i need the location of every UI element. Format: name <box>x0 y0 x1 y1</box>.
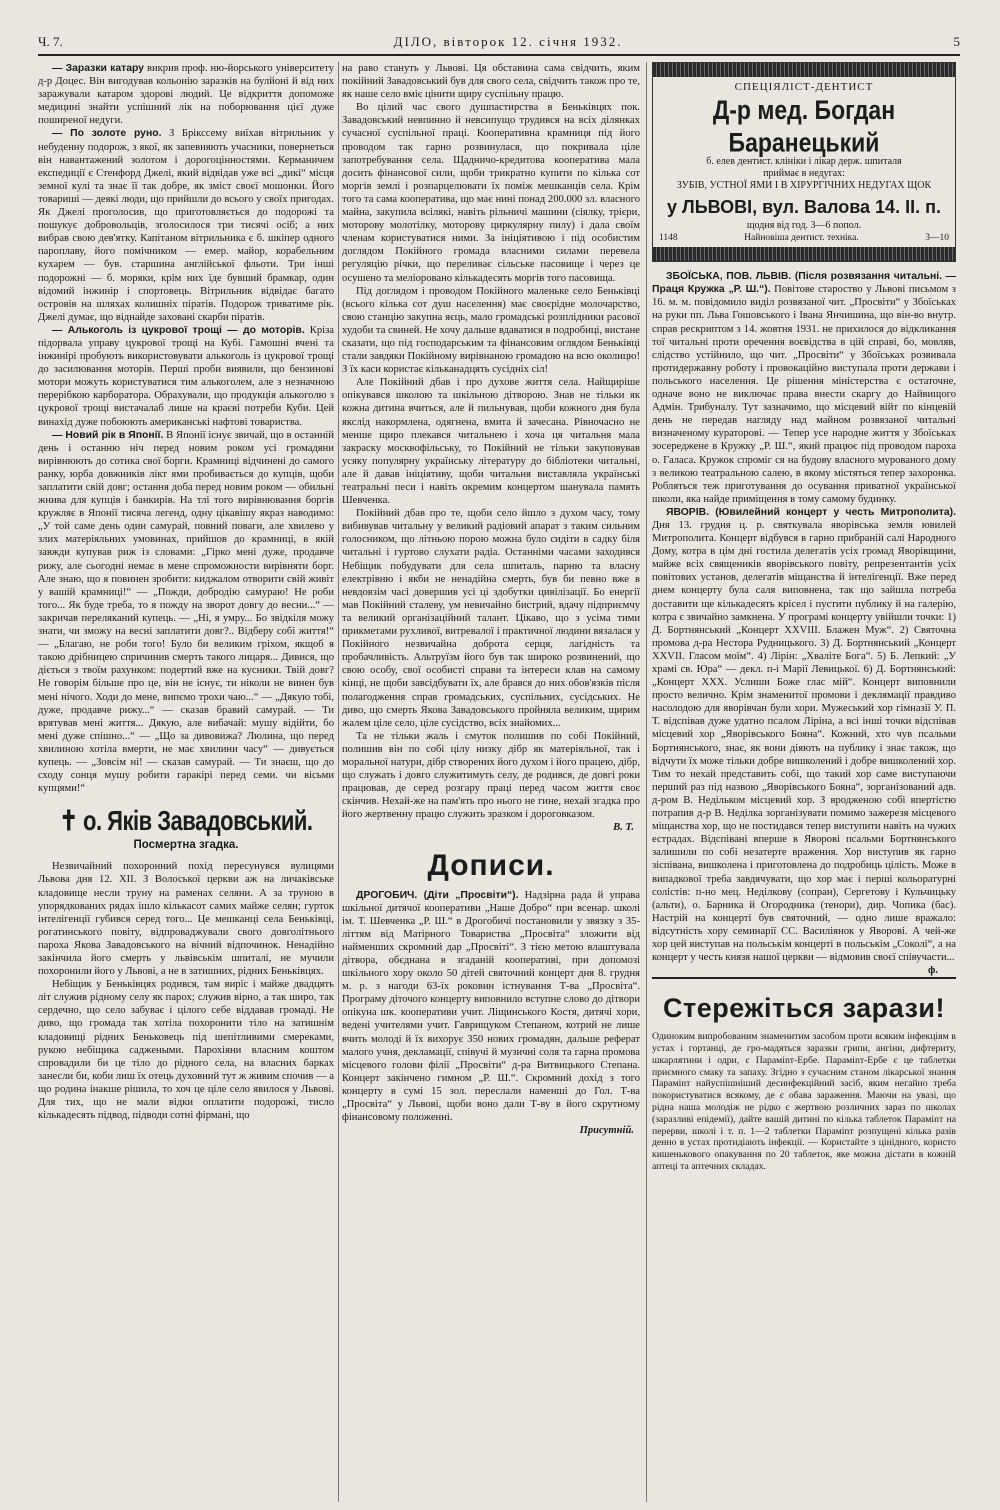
obituary-paragraph: Але Покійний дбав і про духове життя села. Найщиріше опікувався школою та шкільною дітворою. Знав не тільки як кожна дитина вчиться, але й пильнував, щоби кожного дня була якслід накормлена, одягнена, вмита й зачесана. Рівночасно не менше щиро плекався читальнею і хоча ця читальня мала закраску москвофільську, то Покійний не тільки закуповував усяку популярну українську літературу до бібліотеки читальні, але й давав ініціятиву, щоби читальня виставляла українські театральні песи і навіть окремим концертом шанувала память Шевченка. <box>342 377 640 507</box>
obituary-title: ✝ о. Яків Завадовський. <box>59 805 313 837</box>
obituary-paragraph: Покійний дбав про те, щоби село йшло з духом часу, тому вибивував читальну у великий радіовий апарат з таким сильним голосником, що літньою порою можна було сидіти в садку біля читальні і гуртово слухати радіа. Останніми часами заходився Небіщик побудувати для села шпиталь, парню та власну електрівню і якби не ненадійна смерть, був би певно вже в невдовзім часі довершив усі ці здобутки цивілізації. Бо енергії мав Покійний сталеву, ум невичайно бистрий, вдачу підприємчу та великий організаційний талант. Цікаво, що з усіма тими прикметами рухливої, витревалої і практичної людини вязалася у Покійного незвичайна доброта серця, лагідність та пробачливість. Альтруїзм його був так широко розвинений, що свою особу, свої особисті справи та інтереси клав на самому кінці, не щоби завсідбувати їх, але брався до них обов'язків після полагодження справ громадських, суспільних, сусідських. Не диво, що смерть Якова Завадовського пройняла великим, щирим жалем ціле село, ціле сусідство, всіх знайомих... <box>342 508 640 729</box>
ad-address: у ЛЬВОВІ, вул. Валова 14. II. п. <box>667 197 941 218</box>
obituary-paragraph: Небіщик у Беньківцях родився, там виріс і майже двадцять літ служив рідному селу як пароx; служив вірно, а так широ, так сердечно, що село забуває і цілого себе віддавав громаді. Не диво, що громада так хотіла похоронити тіло на затишнім кладовищі рідних Беньковець під шепітливими смереками, рукою небіщика саджеными. Парохіяни власним коштом спровадили би це тіло до рідного села, на власних барках занесли би, коби лиш їх отець духовний тут ж живим спочив — а що родина інакше рішила, то хоч це ціле село явилося у Львові. Для тих, що не мали відки оплатити подорожі, тисло кількадесять підвод, підводи сотні фірмані, що <box>38 979 334 1122</box>
correspondence-item: ЯВОРІВ. (Ювилейний концерт у честь Митрополита). Дня 13. грудня ц. р. святкувала яворівська земля ювилей Митрополита. Концерт відбувся в гарно прибраній салі Народного Дому, котра в цім дні гостила делегатів усіх громад Яворівщини, майже всіх священиків яворівського повіту, репрезентантів усіх повітових установ, делегатів міщанства й інтелігенції. Вже перед днем концерту була саля виповнена, так що зайшла потреба доставити ще кількадесять крісел і пустити публику й на галерію, котра є звичайно замкнена. У програмі концерту увійшли точки: 1) Д. Бортнянський „Концерт XXVIII. Блажен Муж“. 2) Святочна промова д-ра Нестора Рудницького. 3) Д. Бортнянський „Концерт XXVII. Гласом моїм“. 4) Лірін: „Хваліте Бога“. 5) Б. Лепкий: „У храмі св. Юра“ — декл. п-і Марії Левицької. 6) Д. Бортнянський: „Концерт XXX. Услиши Боже глас мій“. Концерт виповнили просто велично. Крім знаменитої промови і деклямації правдиво насолодою для яворівчан були хори. Мужеський хор гімназії У. П. Т. відспівав дуже удатно псалом Лірінa, а всі інші точки відспівав місцевий хор „Яворівського Бояна“. Кожний, хто чув псальми Бортнянського, знає, як вони діяють на публику і знає також, що відчути їх може тільки добре вишколений і добре вишколений хор. Тим то нехай представить собі, що такий хор саме виступаючи перший раз під назвою „Яворівського Бояна“, зорганізований адв. д-ром В. Недільком місцевий хор. З вродженою собі впертістю потрапив д-р В. Неділка зорганізувати помимо зажерезя місцевого міщанства хор, що не постидався тепер виступити навіть на чужих естрадах. Відспівані вперше в Яворові псальми Бортнянського залишили по собі незатерте враження. Хор виступив як гарно зіспівана, вишколена і приготовлена до подробиць цілість. Може в випадкової треба завдячувати, що хор має і перші кольоратурні солістів: п-но мец. Неділкову (сопран), Сергетову і Кульчицьку (альти), о. Барника й Огородника (тенори), дир. Чопика (бас). Настрій на концерті був святочний, — одно лише вражало: відсутність хору семинарії СС. Василіянок у Яворові. А чей-же хор цей виступав на польськім концерті в польськім „Соколі“, а на концерт у честь князя нашої церкви — відмовив своєї співучасти... <box>652 506 956 964</box>
ad-line: ЗУБІВ, УСТНОЇ ЯМИ І В ХІРУРГІЧНИХ НЕДУГАХ ЩОК <box>676 180 932 192</box>
ad-doctor-name: Д-р мед. Богдан Баранецький <box>712 95 896 158</box>
ad-body: Одиноким випробованим знаменитим засобом проти всяким інфекціям в устах і гортанці, де гро-мадяться заразки грипи, ангіни, дифтериту, шкарлятини і одри, є Параміnт-Ербе. Параміnт-Ербе є це таблетки приємного смаку та запаху. Згідно з сучасним станом лікарської знання Параміnт найуспішніший десинфекційний засіб, яким негайно треба покористуватися всякому, де є обава зараження. Маючи на увазі, що рідна наша молодіж не рідко є жертвою розличних зараз по школах (заразливі епідемії), дайте вашій дитині по кілька таблеток Параміnт на перерви, школі і т. п. 1—2 таблетки Параміnт розпущені кілька разів денно в устах протидіають інфекції. — Користайте з цінідного, користо кишенькового опакування по 20 таблеток, яке можна дістати в кожній аптеці та аптечних складах. <box>652 1031 956 1173</box>
column-divider <box>646 62 647 1502</box>
correspondence-item: ЗБОЇСЬКА, ПОВ. ЛЬВІВ. (Після розвязання читальні. — Праця Кружка „Р. Ш.“). Повітове староство у Львові письмом з 16. м. м. повідомило виділ розвязаної чит. „Просвіти“ у Збоїськах на руки пп. Льва Гошовського і Івана Янчишина, що він-во внутр. справ рескриптом з 14. жовтня 1931. не прихилося до відкликання тої читальні проти оречення воєвідства в цій справі, бо, мовляв, слідство устійнило, що чит. „Просвіти“ у Збоїськах розвивала протидержавну роботу і провокаційно виступала проти держави і польського населення. Це рішення міністерства є остаточне, одначе воно не виключає права внести скаргу до Найвищого Адмін. Трибуналу. Тут зазначимо, що місцевий війт по кінцевій день не передав нагляду над майном розвязаної читальні визначеному кураторові. — Тепер усе народне життя у Збоїськах зосереджене в Кружку „Р. Ш.“, який працює під проводом пароха о. Галаса. Кружок спроміг ся на будову власного мурованого дому з великою театральною салею, в якому містяться тепер захоронка. Робляться теж приготування до осування приватної української школи, яка найде приміщення в тому самому будинку. <box>652 271 956 505</box>
ad-line: б. елев дентист. клініки і лікар держ. шпиталя <box>706 156 902 168</box>
obituary-paragraph: Во цілий час свого душпастирства в Беньківцях пок. Завадовський невпинно й невсипущо трудився на всіх ділянках сучасної суспільної праці. Кооперативна крамниця під його проводом так гарно розвинулася, що покривала ціле запотребування села. Щадничо-кредитова кооператива мала досить фінансової сили, щоби трикратно купити по кілька сот моргів землі і розпарцелювати їх поміж мешканців села. Крім того та сама кооператива, що має нині понад 200.000 зл. власного майна, закупила вcілякі, навіть рільничі машини (сіялку, трієри, моторову молотілку, моторову циркулярну пилу) і дала своїм членам користуватися ними. За ініціятивою і під особистим доглядом Покійного громада власними силами перевела регуляцію річки, що переливає сільське пасовище і через це осушено та мeлiоровано кількадесять моргів того пасовища. <box>342 102 640 284</box>
page-header <box>38 30 960 56</box>
paramint-advertisement <box>652 977 956 1173</box>
correspondence-item: ДРОГОБИЧ. (Діти „Просвіти“). Надзірна рада й управа шкільної дитячої кооперативи „Наше Добро“ при всенар. школі ім. Т. Шевченка „Р. Ш.“ в Дрогобичі постановили у звязку з 35-літтям від Матірного Товариства „Просвіта“ зложити від найменших скромний дар „Просвіті“. З тією метою влаштувала дітвора, обєднана в згаданій кооперативі, при допомозі шкільного хору около 50 дітей святочний концерт дня 8. грудня м. р. з нагоди 63-їх роковин істнування Т-ва „Просвіта“. Програму діточого концерту виповнило вступне слово до дітвори опікуна шк. кооперативи учит. Ліщинського Костя, дитячі хори, ведені учителями учит. Гаврищуком Степаном, котрий не лише вчить молоді й їх вихорує 350 нових громадян, дальше реферат малого учня, декламації, співучі й музичні соля та гарна промова місцевого голови філії „Просвіти“ д-ра Витвицького Степана. Концерт закінчено гимном „Р. Ш.“. Скромний дохід з того концерту в сумі 15 зол. переслали наменші до Гол. Т-ва „Просвіта“ у Львові, щоби воно дали Т-ву в його скрутному фінансовому положенні. <box>342 889 640 1124</box>
ad-stripe <box>653 63 955 77</box>
news-item: — Заразки катару викрив проф. ню-йорського університету д-р Доцес. Він вигодував кольонію заразків на булйоні й від них заражували катаром здорові людий. Це відкриття допоможе медицині знайти успішний лік на поборювання цієї дуже поширеної недуги. <box>38 63 334 127</box>
column-divider <box>338 62 339 1502</box>
ad-line: приймає в недугах: <box>763 168 845 180</box>
obituary-signature: В. Т. <box>613 822 634 834</box>
correspondence-signature: Присутній. <box>579 1125 634 1137</box>
column-3 <box>652 62 956 1173</box>
column-2 <box>342 62 640 1137</box>
news-item: — Новий рік в Японії. В Японії існує звичай, що в останній день і останню ніч перед новим роком усі громадяни вирівнюють до сотика свої борги. Крамниці відчинені до самого ранку, юрба довжників лікт ями пробивається до купців, щоби заплатити свій довг; остання доба перед новим роком — обильні жнива для купців і банкирів. На тлі того вирівнювання боргів кружляє в Японії тисяча легенд, одну цікавішу якраз наводимо: „У той саме день один самурай, повний поваги, але хвилево у злих матеріяльних умовинах, прийшов до крамниці, в якій завжди купував риж із словами: „Гірко мені дуже, продавче рижу, але сьогодні немає в мене спроможности вирівняти борг. Але знаю, що я повинен зробити: киджалом отворити свій живіт у вашій крамниці!“ — „Пожди, добродію самураю! Не роби того... Як буде треба, то я пожду на зворот довгу до весни...“ — закричав переляканий купець. — „Ні, я умру... Бо звідкіля можу знати, чи зможу на весні заплатити довг?.. Відберу собі життя!“ — „Благаю, не роби того! Було би великим гріхом, якщоб я такою дрібницею спричинив смерть такого лицаря... Дивися, що діється з твоїм рахунком: подертий вже на кусники. Твій довг? Не говорім більше про це, він не існує, ти ніколи не винен був мені нічого. Ходи до мене, випємо трохи чаю...“ — „Дякую тобі, дуже, продавче рижу...“ — сказав бравий самурай. — Ти врятував мені життя... Дякую, але вибачай: мушу відійти, бо мені дуже спішно...“ — „Що за дивовижа? Люлина, що перед хвилиною хотіла вмерти, не має хвилини часу“ — дивується купець. — „Зовсім ні! — сказав самурай. — Ти знаєш, що до сходу сонця мушу робити гаракірі перед семи. чи вісьми купцями!“ <box>38 429 334 795</box>
obituary-paragraph: Та не тільки жаль і смуток полишив по собі Покійний, полишив він по собі цілу низку дібр як матеріяльної, так і моральної натури, дібр створених його духом і його працею, дібр, що служать і довго служитимуть селу, де родився, де довгі роки працював, де серед розгару праці перед часом життя своє скінчив. Нехай-же на пам'ять про нього не гине, нехай згадка про його жертвенну працю служить зразком і дороговказом. <box>342 730 640 821</box>
section-title-dopysy: Дописи. <box>427 848 555 882</box>
ad-footer: 1148 Найновіша дентист. техніка. 3—10 <box>659 233 949 244</box>
ad-specialty: СПЕЦІЯЛІСТ-ДЕНТИСТ <box>734 81 874 93</box>
ad-stripe <box>653 247 955 261</box>
obituary-paragraph: Під доглядом і проводом Покійного маленьке село Беньківці (всього кілька сот душ населення) має своєрідне молочарство, свою станцію закупна яєць, мало громадські розплідники расової худоби та свиней. Не хочу дальше вдаватися в подробиці, вистане сказати, що під господарським та фінансовим оглядом Беньківці стали завдяки Покійному вирівнаною громадою на всю околицю! З їх каси користає кільканадцять сусідніх сіл! <box>342 285 640 376</box>
issue-number: Ч. 7. <box>38 34 63 49</box>
page-number: 5 <box>953 34 960 49</box>
news-item: — Алькоголь із цукрової трощі — до моторів. Кріза підорвала управу цукрової трощі на Кубі. Гамошні вчені та інжинірі пробують використовувати алькоголь із цукрової трощі до засилювання моторів. Перші проби виявили, що бензиновi мотори можуть користуватися тим алькоголем, але з незначною перерібкою карборатора. Обрахували, що продукція алькоголю з цукрової трощі вистачалаб лише на краєві потреби Куби. Цей винахід дуже побоюють американські нафтові товариства. <box>38 324 335 428</box>
masthead-date: ДІЛО, вівторок 12. січня 1932. <box>393 34 623 49</box>
ad-hours: щодня від год. 3—6 попол. <box>746 220 862 232</box>
obituary-paragraph: на раво стануть у Львові. Ця обставина сама свідчить, яким покійний Завадовський був для свого села, свідчить також про те, як наше село вміє цінити щиру суспільну працю. <box>342 63 640 101</box>
news-item: — По золоте руно. З Брікссему виїхав вітрильник у небуденну подорож, з якої, як запевняють учасники, повернеться він навантажений золотом і дорогоцінностями. Керманичем експедиції є Стенфорд Джелі, який відвідав уже всі „дикі“ місця земної кулі та знає її так добре, як зміст своєї мошонки. Його товариші — деякі люди, що прийшли до всього у своїх пригодах. Як Джелі проголосив, що приготовляється до подорожі та пошукує добровольців, зголосилося три тисячі осіб; а них вибрав свою дев'ятку. Капітаном вітрильника є б. шкіпер одного пароплаву, його помічником — емер. майор, корабельним кухарем — був. старшина англійської фльоти. Три інші подорожні — б. моряки, крім них їде бувший брамкар, один відомий інжинір і спортовець. Вітрильник відвідає багато островів на шляхах колишніх піратів. Подорож триватиме рік. Джелі думає, що віднайде заховані скарби піратів. <box>38 128 334 323</box>
correspondence-signature: ф. <box>928 965 938 977</box>
column-1 <box>38 62 334 1122</box>
obituary-paragraph: Незвичайний похоронний похід пересунувся вулицями Львова дня 12. XII. З Волоської церкви аж на личаківське кладовище несли труну на раменах селяни. А за труною в упорядкованих рядах ішло кількасот самих майже селян; гурток інтелігенції губився серед того... Це мешканці села Беньківці, рогатинського повіту, відпроваджували свого довголітнього пароха Якова Завадовського на вічний відпочинок. Ненадійно закінчила його смерть у львівськім шпиталі, не мучили похоронили його у Львові, а не в затишних, рідних Беньківцях. <box>38 861 334 978</box>
ad-headline: Стережіться зарази! <box>662 993 946 1024</box>
obituary-subtitle: Посмертна згадка. <box>133 839 239 852</box>
dentist-advertisement <box>652 62 956 262</box>
